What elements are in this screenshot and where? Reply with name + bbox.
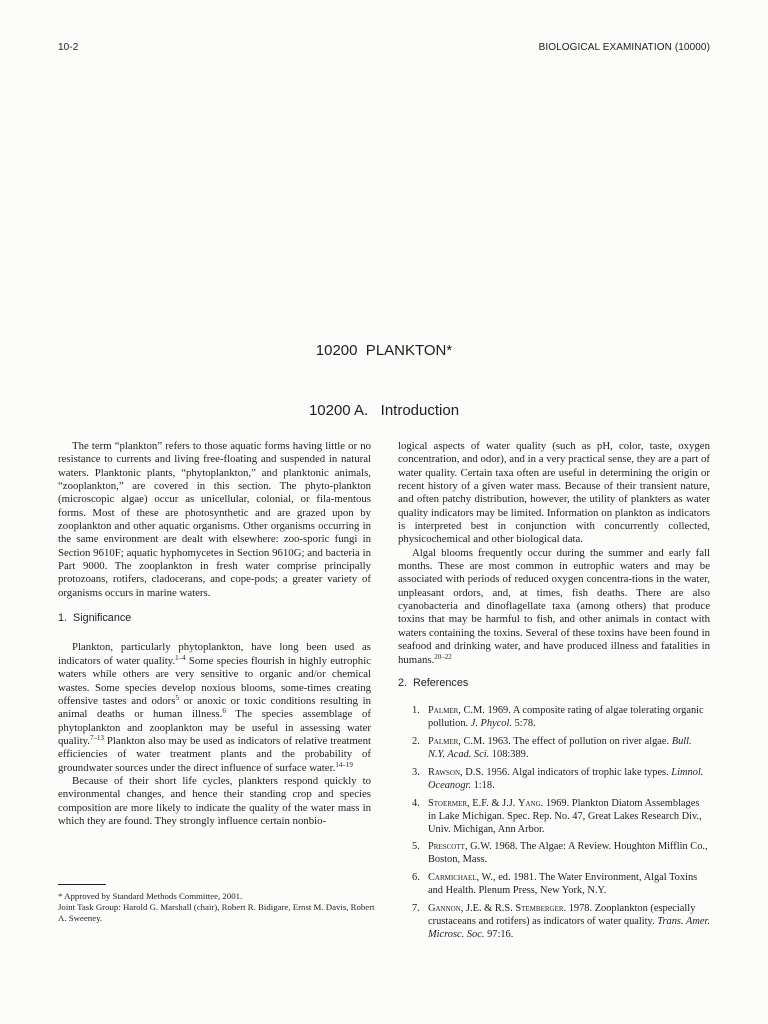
footnote-task-group: Joint Task Group: Harold G. Marshall (chair), Robert R. Bidigare, Ernst M. Davis, Robert A. Sweeney. <box>58 902 375 923</box>
subsection-title: 10200 A. Introduction <box>308 402 460 419</box>
intro-paragraph: The term “plankton” refers to those aquatic forms having little or no resistance to currents and living free-floating and suspended in natural waters. Planktonic plants, “phytoplankton,” and planktonic animals, “zooplankton,” are covered in this section. The phyto-plankton (microscopic algae) occur as unicellular, colonial, or fila-mentous forms. Most of these are photosynthetic and are grazed upon by zooplankton and other aquatic organisms. Other organisms occurring in the same environment are dealt with elsewhere: zoo-sporic fungi in Section 9610F; aquatic hyphomycetes in Section 9610G; and bacteria in Part 9000. The zooplankton in fresh water comprise principally protozoans, rotifers, cladocerans, and cope-pods; a greater variety of organisms occurs in marine waters. <box>58 440 371 599</box>
footnote-divider <box>58 884 106 885</box>
right-column <box>398 440 710 946</box>
references-heading: 2. References <box>398 676 469 689</box>
reference-item: 5. Prescott, G.W. 1968. The Algae: A Review. Houghton Mifflin Co., Boston, Mass. <box>412 841 708 866</box>
significance-paragraph-2: Because of their short life cycles, plankters respond quickly to environmental changes, and hence their standing crop and species composition are more likely to indicate the quality of the water mass in which they are found. They strongly influence certain nonbio- <box>58 774 371 827</box>
reference-list <box>398 704 710 941</box>
significance-paragraph-3: Algal blooms frequently occur during the summer and early fall months. These are most common in eutrophic waters and may be associated with periods of reduced oxygen concentra-tions in the water, unpleasant ordors, and, at times, fish deaths. There are also cyanobacteria and dinoflagellate taxa (among others) that produce toxins that may be harmful to fish, and other animals in contact with waters containing the toxins. Several of these toxins have been found in seafood and drinking water, and have produced illness and fatalities in humans.$^{20-22}$ <box>398 546 710 666</box>
significance-paragraph-1: Plankton, particularly phytoplankton, have long been used as indicators of water quality.$^{1-4}$ Some species flourish in highly eutrophic waters while others are very sensitive to organic and/or chemical wastes. Some species develop noxious blooms, some-times creating offensive tastes and odors$^5$ or anoxic or toxic conditions resulting in animal deaths or human illness.$^6$ The species assemblage of phytoplankton and zooplankton may be useful in assessing water quality.$^{7-13}$ Plankton also may be used as indicators of relative treatment efficiencies of water treatment plants and the probability of groundwater sources under the direct influence of surface water.$^{14-19}$ <box>58 641 372 774</box>
left-column <box>58 440 371 828</box>
running-title: BIOLOGICAL EXAMINATION (10000) <box>538 42 710 53</box>
reference-item: 1. Palmer, C.M. 1969. A composite rating of algae tolerating organic pollution. J. Phycol. 5:78. <box>412 705 704 730</box>
reference-item: 3. Rawson, D.S. 1956. Algal indicators of trophic lake types. Limnol. Oceanogr. 1:18. <box>412 766 704 791</box>
page-number: 10-2 <box>58 42 79 53</box>
footnote-approval: * Approved by Standard Methods Committee, 2001. <box>58 891 243 901</box>
reference-item: 2. Palmer, C.M. 1963. The effect of pollution on river algae. Bull. N.Y. Acad. Sci. 108:389. <box>412 735 692 760</box>
significance-paragraph-2-continued: logical aspects of water quality (such as pH, color, taste, oxygen concentration, and odor), and in a very practical sense, they are a part of water quality. Certain taxa often are useful in determining the origin or recent history of a given water mass. Because of their transient nature, and often patchy distribution, however, the utility of plankters as water quality indicators may be limited. Information on plankton as indicators is interpreted best in conjunction with concurrently collected, physicochemical and other biological data. <box>398 440 710 546</box>
reference-item: 4. Stoermer, E.F. & J.J. Yang. 1969. Plankton Diatom Assemblages in Lake Michigan. Spec. Rep. No. 47, Great Lakes Research Div., Univ. Michigan, Ann Arbor. <box>412 797 702 835</box>
significance-heading: 1. Significance <box>58 612 132 625</box>
running-header <box>58 42 710 53</box>
reference-item: 6. Carmichael, W., ed. 1981. The Water Environment, Algal Toxins and Health. Plenum Press, New York, N.Y. <box>412 872 698 897</box>
footnote <box>58 891 376 924</box>
reference-item: 7. Gannon, J.E. & R.S. Stemberger. 1978. Zooplankton (especially crustaceans and rotifers) as indicators of water quality. Trans. Amer. Microsc. Soc. 97:16. <box>412 902 710 940</box>
section-title: 10200 PLANKTON* <box>315 342 453 359</box>
